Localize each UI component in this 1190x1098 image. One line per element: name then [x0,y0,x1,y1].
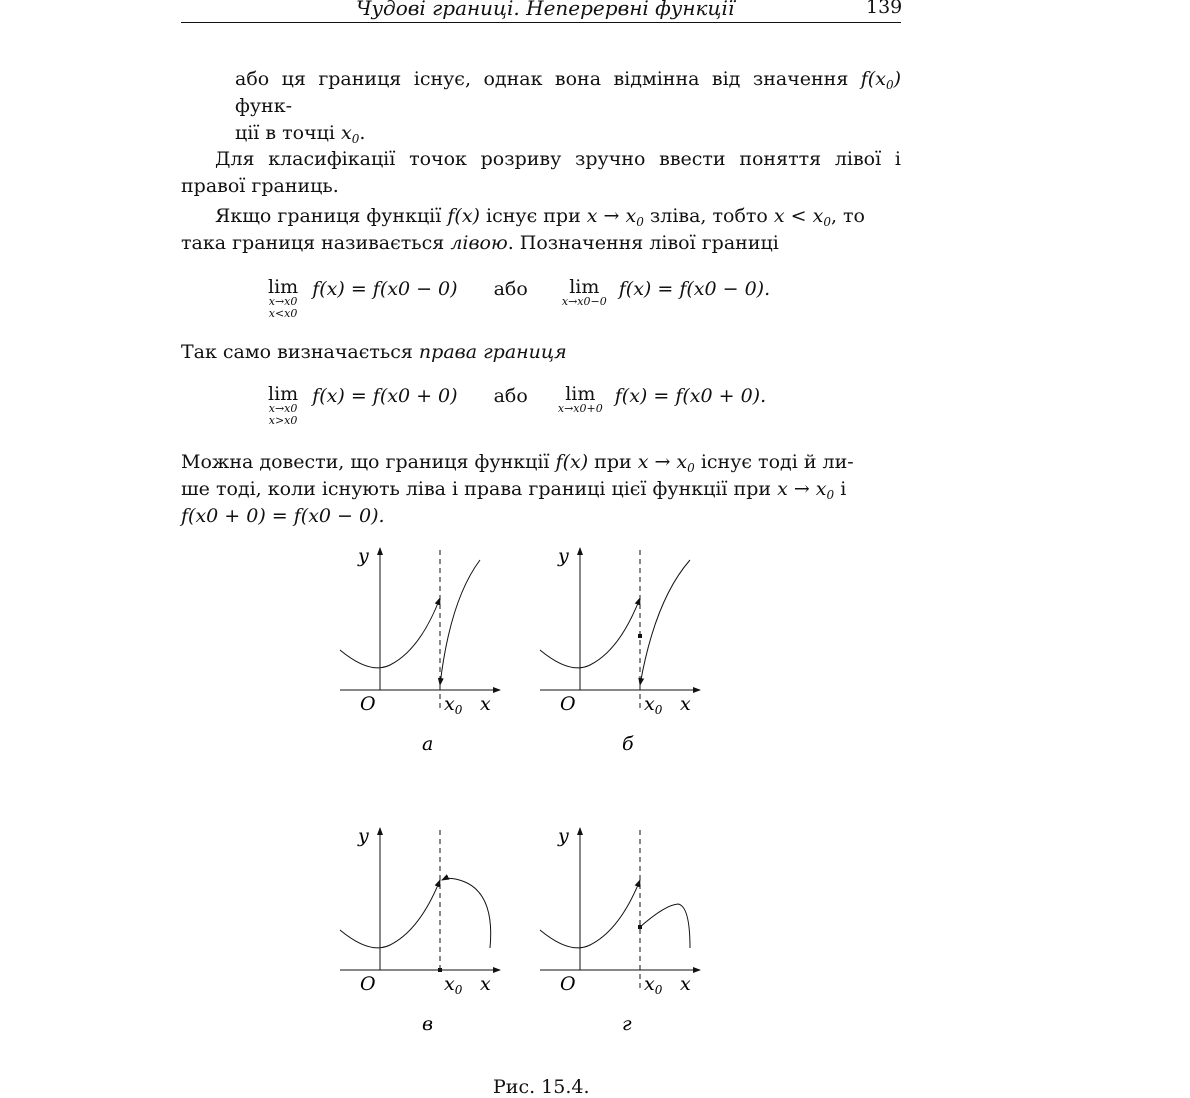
panel-b [540,545,700,755]
svg-text:x: x [480,973,491,995]
svg-text:O: O [560,693,576,715]
svg-text:x0: $x_0$ [444,693,463,717]
figure-caption: Рис. 15.4. [493,1076,590,1098]
math-x0: $x_0$ [341,122,360,146]
svg-text:x: x [680,693,691,715]
svg-text:O: O [560,973,576,995]
paragraph-1: або ця границя існує, однак вона відмінна від значення $f(x_0)$ функ- ції в точці $x_0$. [235,68,901,146]
running-title: Чудові границі. Неперервні функції [356,0,735,20]
equation-left-limit: lim x→x0 x<x0 f(x) = f(x0 − 0) або lim x→x0−0 f(x) = f(x0 − 0). [268,276,771,320]
math-f-x0: $f(x_0)$ [860,68,901,92]
svg-text:а: а [422,733,434,755]
svg-text:x: x [680,973,691,995]
svg-text:б: б [622,733,634,755]
panel-g [540,825,700,1035]
panel-v [340,825,500,1035]
svg-text:y: y [358,825,369,847]
equation-right-limit: lim x→x0 x>x0 f(x) = f(x0 + 0) або lim x→x0+0 f(x) = f(x0 + 0). [268,383,767,427]
panel-a [340,545,500,755]
svg-text:O: O [360,973,376,995]
page-number: 139 [866,0,903,18]
svg-text:в: в [422,1013,434,1035]
svg-text:y: y [358,545,369,567]
paragraph-5: Можна довести, що границя функції f(x) при $x \to x_0$ існує тоді й ли- ше тоді, коли існують ліва і права границі цієї функції при $x \to x_0$ і f(x0 + 0) = f(x0 − 0). [181,451,854,527]
svg-text:г: г [622,1013,632,1035]
paragraph-4: Так само визначається права границя [181,341,567,363]
svg-text:x0: $x_0$ [644,693,663,717]
svg-text:O: O [360,693,376,715]
svg-text:y: y [558,825,569,847]
svg-text:y: y [558,545,569,567]
paragraph-2: Для класифікації точок розриву зручно ввести поняття лівої і правої границь. [181,148,901,197]
figure-15-4 [330,540,730,1060]
svg-text:x0: $x_0$ [444,973,463,997]
header-rule [181,22,901,23]
svg-text:x0: $x_0$ [644,973,663,997]
svg-text:x: x [480,693,491,715]
paragraph-3: Якщо границя функції f(x) існує при $x \to x_0$ зліва, тобто $x < x_0$, то така границя називається лівою. Позначення лівої границі [181,205,865,254]
